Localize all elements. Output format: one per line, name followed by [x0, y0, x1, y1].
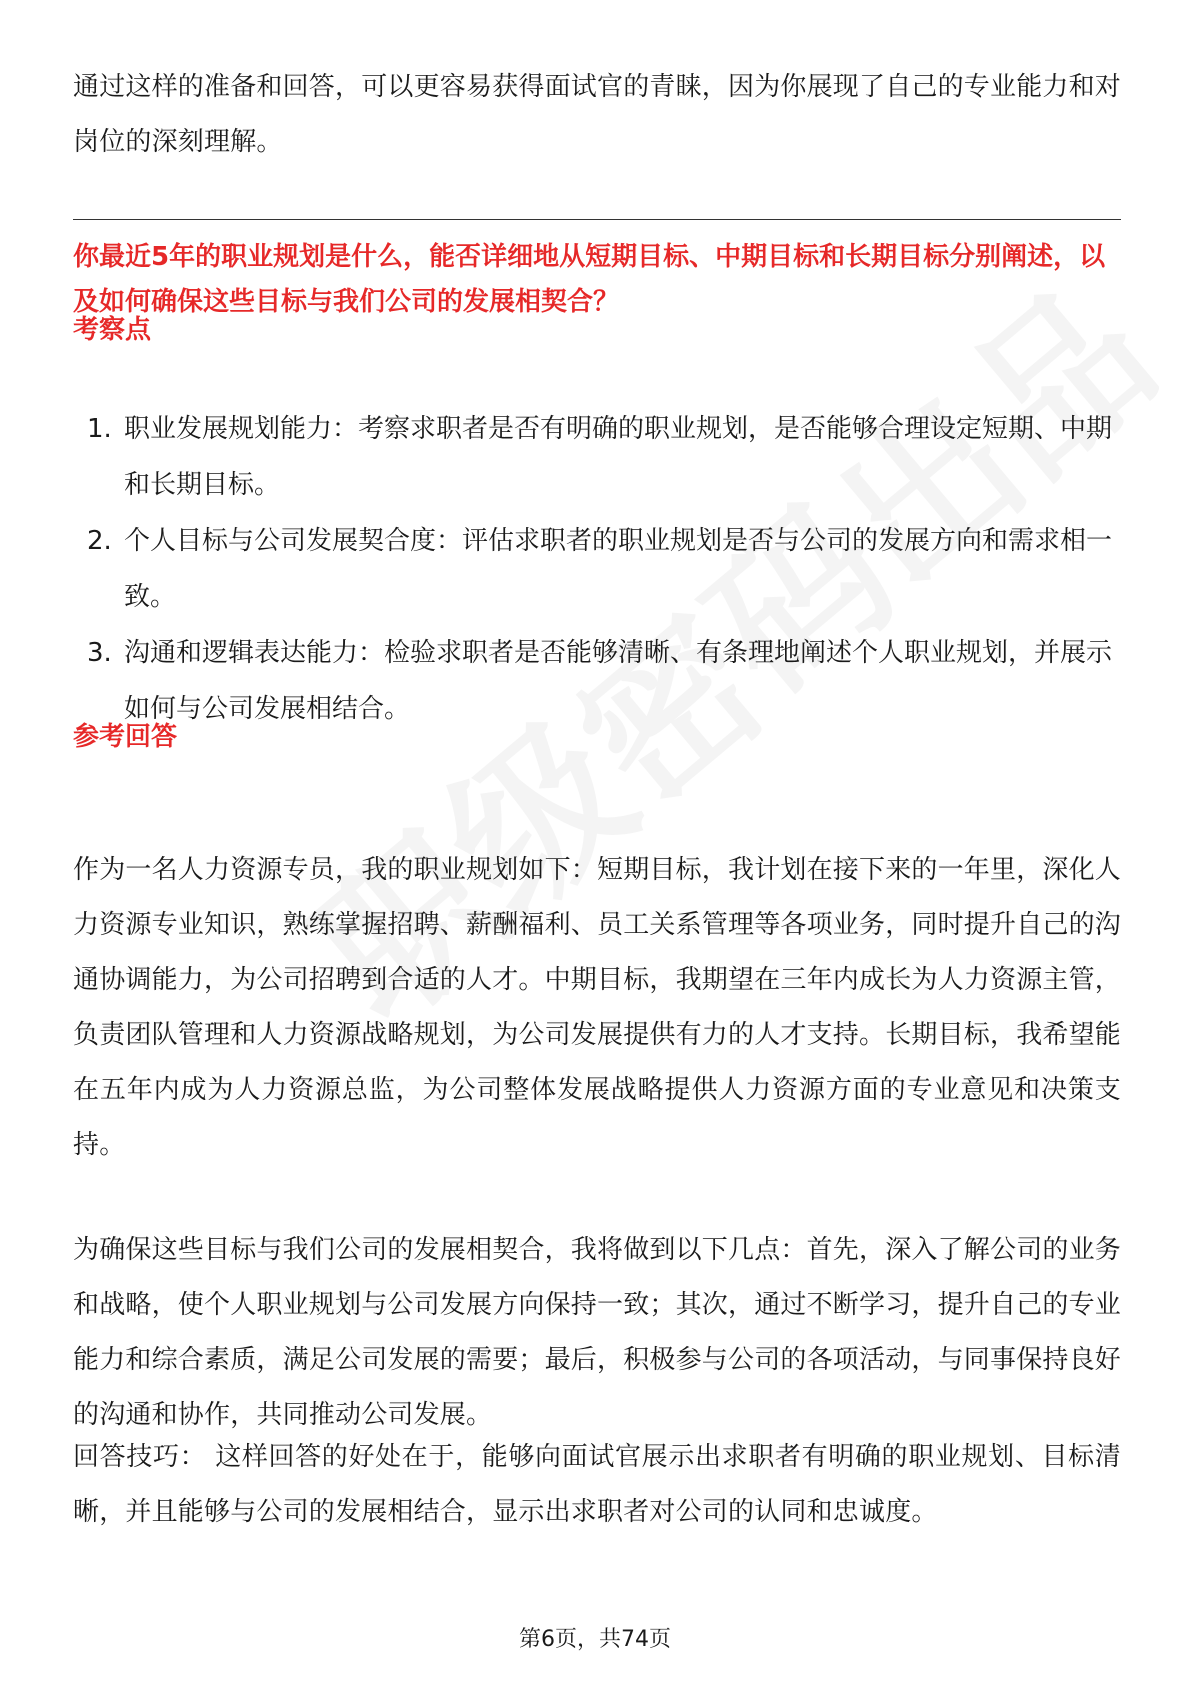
list-number: 3.	[87, 638, 112, 668]
list-item	[73, 401, 1121, 513]
list-number: 2.	[87, 526, 112, 556]
page-number: 第6页，共74页	[519, 1627, 671, 1652]
list-text: 个人目标与公司发展契合度：评估求职者的职业规划是否与公司的发展方向和需求相一致。	[124, 526, 1113, 612]
list-text: 职业发展规划能力：考察求职者是否有明确的职业规划，是否能够合理设定短期、中期和长期目标。	[124, 414, 1113, 500]
section-divider	[73, 219, 1121, 220]
focus-list	[73, 401, 1121, 737]
interview-question: 你最近5年的职业规划是什么，能否详细地从短期目标、中期目标和长期目标分别阐述，以及如何确保这些目标与我们公司的发展相契合？	[73, 242, 1106, 317]
list-number: 1.	[87, 414, 112, 444]
focus-title: 考察点	[73, 315, 152, 345]
list-item	[73, 513, 1121, 625]
answer-paragraph-1: 作为一名人力资源专员，我的职业规划如下：短期目标，我计划在接下来的一年里，深化人力资源专业知识，熟练掌握招聘、薪酬福利、员工关系管理等各项业务，同时提升自己的沟通协调能力，为公司招聘到合适的人才。中期目标，我期望在三年内成长为人力资源主管，负责团队管理和人力资源战略规划，为公司发展提供有力的人才支持。长期目标，我希望能在五年内成为人力资源总监，为公司整体发展战略提供人力资源方面的专业意见和决策支持。	[73, 855, 1122, 1160]
answer-paragraph-2: 为确保这些目标与我们公司的发展相契合，我将做到以下几点：首先，深入了解公司的业务和战略，使个人职业规划与公司发展方向保持一致；其次，通过不断学习，提升自己的专业能力和综合素质，满足公司发展的需要；最后，积极参与公司的各项活动，与同事保持良好的沟通和协作，共同推动公司发展。	[73, 1235, 1122, 1430]
answer-tip: 回答技巧： 这样回答的好处在于，能够向面试官展示出求职者有明确的职业规划、目标清晰，并且能够与公司的发展相结合，显示出求职者对公司的认同和忠诚度。	[73, 1442, 1122, 1527]
intro-paragraph: 通过这样的准备和回答，可以更容易获得面试官的青睐，因为你展现了自己的专业能力和对岗位的深刻理解。	[73, 72, 1122, 157]
list-text: 沟通和逻辑表达能力：检验求职者是否能够清晰、有条理地阐述个人职业规划，并展示如何与公司发展相结合。	[124, 638, 1113, 724]
list-item	[73, 625, 1121, 737]
answer-title: 参考回答	[73, 722, 178, 752]
